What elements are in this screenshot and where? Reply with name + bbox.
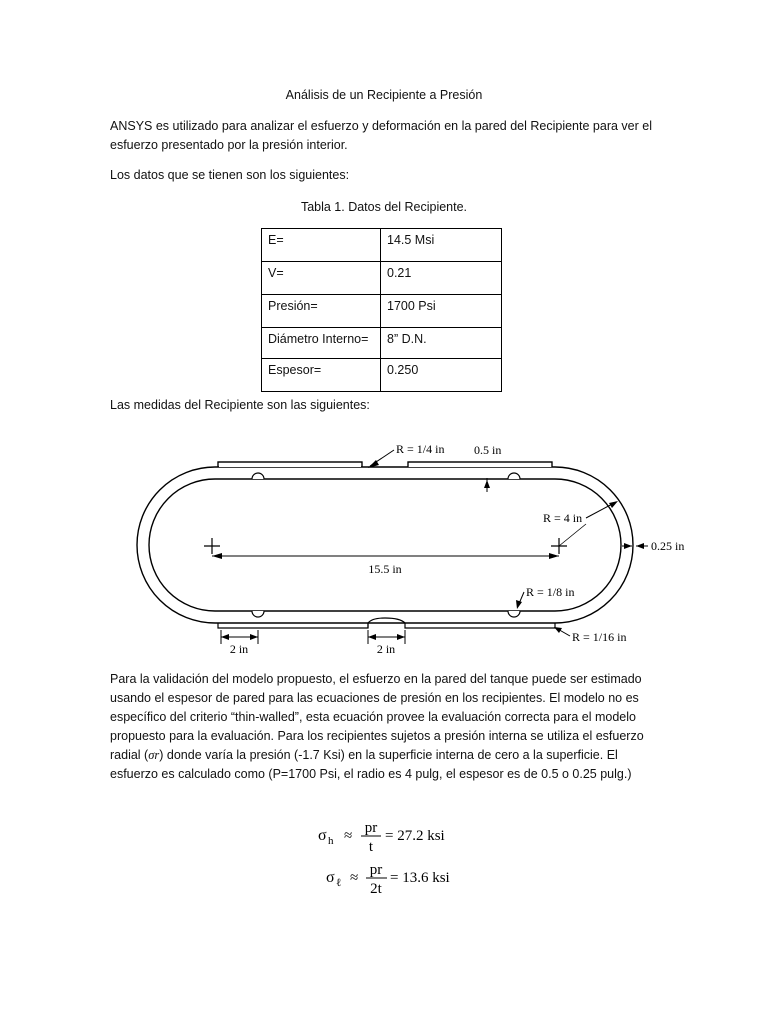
eq1-den: t (368, 839, 374, 855)
intro-paragraph: ANSYS es utilizado para analizar el esfuerzo y deformación en la pared del Recipiente para ver el esfuerzo presentado por la presión interior. (110, 119, 652, 152)
label-length: 15.5 in (368, 562, 402, 576)
medidas-intro: Las medidas del Recipiente son las siguientes: (110, 398, 370, 412)
center-mark-left (204, 538, 220, 554)
stress-equations (318, 815, 478, 901)
table-row (262, 328, 502, 359)
label-half-in: 0.5 in (474, 443, 502, 457)
eq1-result: = 27.2 ksi (385, 828, 445, 844)
groove-bottom-right (508, 611, 520, 617)
vessel-diagram (100, 430, 700, 662)
label-2in-left: 2 in (229, 642, 249, 656)
label-2in-center: 2 in (376, 642, 396, 656)
table-cell-value: 1700 Psi (381, 295, 502, 328)
eq2-sub: ℓ (336, 877, 342, 889)
validation-text-1: Para la validación del modelo propuesto, el esfuerzo en la pared del tanque puede ser estimado usando el espesor de pared para las ecuaciones de presión en los recipientes. El modelo no es específico del criterio “thin-walled”, esta ecuación provee la evaluación correcta para el modelo propuesto para la evaluación. Para los recipientes sujetos a presión interna se utiliza el esfuerzo radial ( (110, 672, 644, 762)
hoop-stress-equation (318, 820, 445, 855)
eq1-sub: h (328, 835, 334, 847)
bottom-right-band (405, 623, 555, 628)
table-cell-label: Diámetro Interno= (262, 328, 381, 359)
label-r-quarter: R = 1/4 in (396, 442, 445, 456)
label-r-eighth: R = 1/8 in (526, 585, 575, 599)
table-cell-value: 14.5 Msi (381, 229, 502, 262)
data-table (261, 228, 502, 392)
eq2-approx: ≈ (350, 870, 359, 886)
table-row (262, 229, 502, 262)
table-cell-value: 8” D.N. (381, 328, 502, 359)
table-cell-value: 0.250 (381, 359, 502, 392)
label-r-4: R = 4 in (543, 511, 583, 525)
groove-top-left (252, 473, 264, 479)
groove-bottom-left (252, 611, 264, 617)
table-cell-label: Espesor= (262, 359, 381, 392)
table-cell-value: 0.21 (381, 262, 502, 295)
table-row (262, 262, 502, 295)
table-cell-label: E= (262, 229, 381, 262)
validation-text-2: ) donde varía la presión (-1.7 Ksi) en la superficie interna de cero a la superficie. El esfuerzo es calculado como (P=1700 Psi, el radio es 4 pulg, el espesor es de 0.5 o 0.25 pulg.) (110, 748, 632, 781)
label-quarter-in: 0.25 in (651, 539, 685, 553)
sigma-r-symbol: σr (148, 748, 160, 762)
eq2-den: 2t (370, 881, 382, 897)
validation-paragraph (110, 670, 658, 784)
eq1-num: pr (364, 820, 378, 836)
label-r-sixteenth: R = 1/16 in (572, 630, 627, 644)
table-row (262, 295, 502, 328)
datos-intro: Los datos que se tienen son los siguientes: (110, 168, 350, 182)
bottom-left-band (218, 623, 368, 628)
groove-top-right (508, 473, 520, 479)
eq1-lhs: σ (318, 827, 327, 844)
eq2-num: pr (369, 862, 383, 878)
table-row (262, 359, 502, 392)
page-title: Análisis de un Recipiente a Presión (285, 88, 483, 102)
eq2-lhs: σ (326, 869, 335, 886)
table-cell-label: V= (262, 262, 381, 295)
eq2-result: = 13.6 ksi (390, 870, 450, 886)
eq1-approx: ≈ (344, 828, 353, 844)
longitudinal-stress-equation (326, 862, 450, 897)
table-caption: Tabla 1. Datos del Recipiente. (300, 200, 468, 214)
table-cell-label: Presión= (262, 295, 381, 328)
